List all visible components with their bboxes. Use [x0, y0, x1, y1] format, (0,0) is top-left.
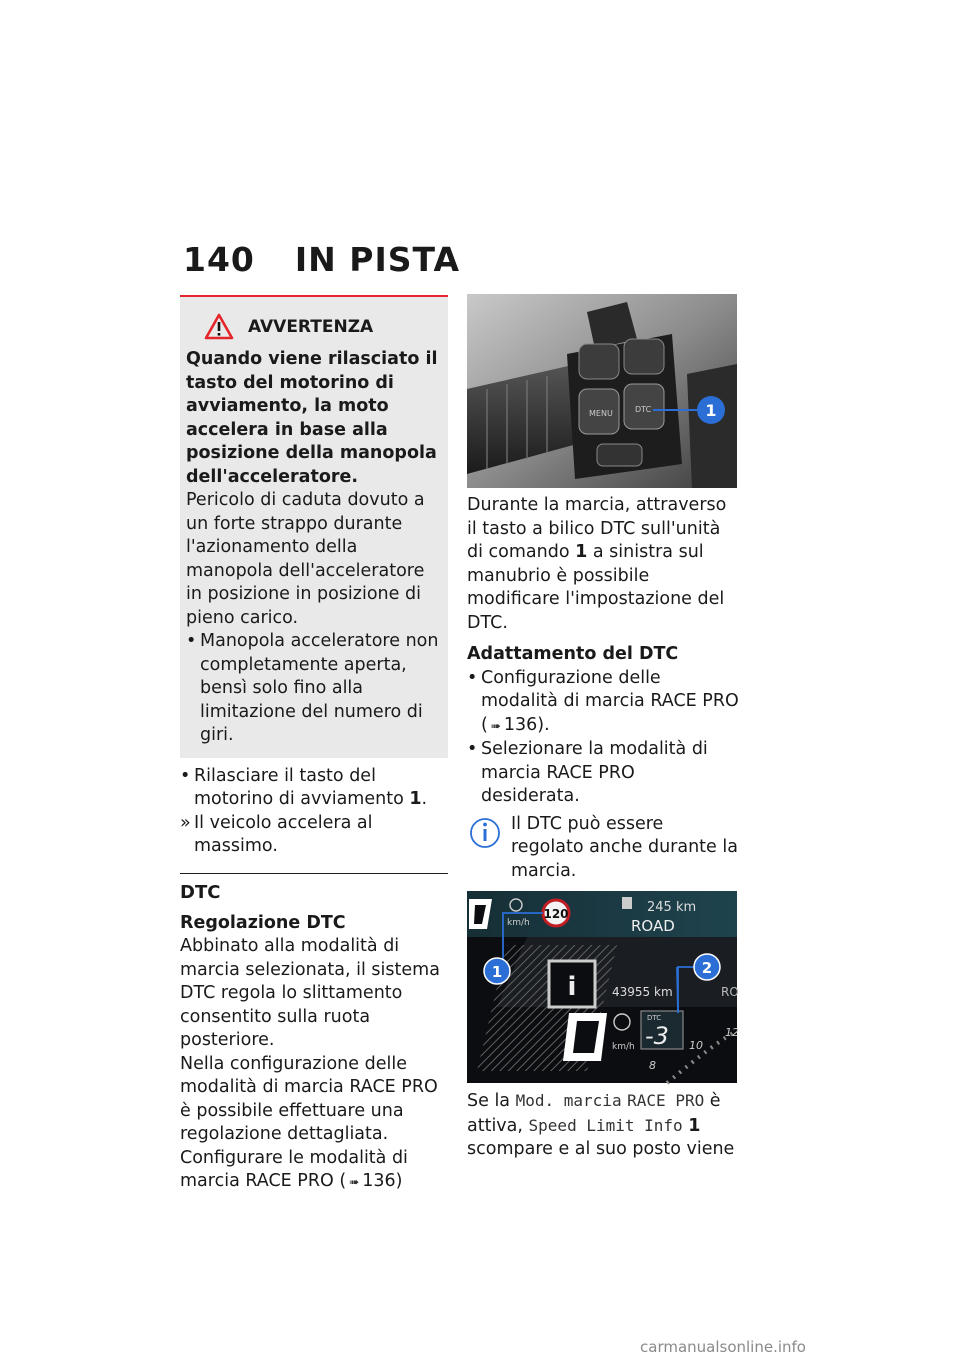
- info-icon: [467, 813, 503, 853]
- page-ref-arrow-icon: ➠: [349, 1175, 360, 1189]
- last-c: è attiva,: [467, 1091, 721, 1136]
- dash-unit-1: km/h: [507, 918, 530, 928]
- right-last-paragraph: [467, 1089, 739, 1162]
- step-end: .: [421, 789, 428, 809]
- dashboard-display-image: [467, 891, 737, 1083]
- bullet-marker: •: [180, 765, 191, 786]
- step-text: Rilasciare il tasto del motorino di avviamento: [194, 765, 404, 809]
- dash-mode: ROAD: [631, 917, 675, 935]
- last-a: Se la: [467, 1091, 511, 1111]
- dash-odo: 43955 km: [612, 985, 673, 999]
- left-column: [180, 295, 448, 1195]
- dash-unit-2: km/h: [612, 1042, 635, 1052]
- dash-speed-limit: 120: [543, 907, 569, 921]
- step-ref: 1: [409, 789, 422, 809]
- warning-triangle-icon: [204, 313, 234, 340]
- bullet-marker: •: [186, 631, 197, 651]
- adapt-bullet-2: [467, 738, 739, 809]
- page-header: [183, 240, 460, 279]
- dtc-subheading: Regolazione DTC: [180, 912, 346, 933]
- warning-header: [204, 313, 442, 340]
- adapt-b2-text: Selezionare la modalità di marcia RACE PRO desiderata.: [481, 739, 708, 806]
- dtc-p3-text: Configurare le modalità di marcia RACE PRO (: [180, 1147, 408, 1191]
- last-d: scompare e al suo posto viene: [467, 1139, 735, 1159]
- dash-dtc-label: DTC: [647, 1014, 662, 1022]
- dtc-paragraph-2: Nella configurazione delle modalità di marcia RACE PRO è possibile effettuare una regolazione dettagliata.: [180, 1053, 438, 1144]
- dash-callout-2: 2: [701, 959, 713, 977]
- result-marker: »: [180, 812, 191, 833]
- dash-info-glyph: i: [567, 972, 577, 1002]
- last-b: RACE PRO: [627, 1091, 705, 1110]
- last-mono-1: Mod. marcia: [515, 1091, 622, 1110]
- dash-range: 245 km: [647, 900, 697, 915]
- right-p1-ref: 1: [575, 542, 588, 562]
- page-title: IN PISTA: [294, 240, 460, 279]
- page-ref-arrow-icon: ➠: [490, 718, 501, 733]
- warning-bullet-text: Manopola acceleratore non completamente aperta, bensì solo fino alla limitazione del numero di giri.: [200, 631, 439, 745]
- dtc-button-label: DTC: [635, 405, 652, 414]
- dash-cut-text: RO: [721, 985, 739, 999]
- dash-tick-10: 10: [689, 1039, 703, 1052]
- dash-tick-12: 12: [725, 1026, 739, 1039]
- warning-text: Pericolo di caduta dovuto a un forte strappo durante l'azionamento della manopola dell'acceleratore in posizione in posizione di pieno carico.: [186, 490, 425, 628]
- result-text: Il veicolo accelera al massimo.: [194, 812, 373, 856]
- adapt-subheading: Adattamento del DTC: [467, 644, 679, 664]
- watermark: carmanualsonline.info: [640, 1338, 806, 1356]
- page-number: 140: [183, 240, 255, 279]
- dash-dtc-value: -3: [645, 1022, 669, 1050]
- dash-callout-1: 1: [491, 963, 503, 981]
- right-column: [467, 294, 739, 1162]
- right-p1-b: a sinistra sul manubrio è possibile modificare l'impostazione del DTC.: [467, 542, 725, 633]
- dash-tick-8: 8: [649, 1059, 656, 1072]
- info-text: Il DTC può essere regolato anche durante la marcia.: [511, 813, 738, 881]
- adapt-b1-page: 136).: [503, 714, 550, 735]
- warning-bold-text: Quando viene rilasciato il tasto del motorino di avviamento, la moto accelera in base alla posizione della manopola dell'acceleratore.: [186, 349, 438, 487]
- handlebar-control-photo: [467, 294, 737, 488]
- info-note: [467, 813, 739, 884]
- warning-bullet: [186, 630, 442, 748]
- adapt-bullet-1: [467, 667, 739, 739]
- result-item: [180, 812, 448, 859]
- dtc-section: [180, 873, 448, 1195]
- bullet-marker: •: [467, 739, 478, 759]
- dtc-heading: DTC: [180, 881, 221, 903]
- right-p1-a: Durante la marcia, attraverso il tasto a bilico DTC sull'unità di comando: [467, 495, 727, 562]
- adapt-b1-text: Configurazione delle modalità di marcia RACE PRO (: [481, 667, 739, 735]
- dtc-paragraph-3: [180, 1147, 448, 1195]
- dtc-paragraph-1: Abbinato alla modalità di marcia selezionata, il sistema DTC regola lo slittamento consentito sulla ruota posteriore.: [180, 936, 440, 1050]
- last-ref: 1: [688, 1115, 701, 1136]
- warning-title: AVVERTENZA: [248, 316, 374, 337]
- warning-box: [180, 295, 448, 758]
- dtc-p3-page: 136): [362, 1171, 403, 1191]
- bullet-marker: •: [467, 667, 478, 688]
- photo-callout-1: 1: [705, 401, 717, 420]
- right-paragraph-1: [467, 494, 739, 635]
- menu-button-label: MENU: [589, 409, 613, 418]
- last-mono-2: Speed Limit Info: [528, 1115, 683, 1135]
- step-item: [180, 765, 448, 812]
